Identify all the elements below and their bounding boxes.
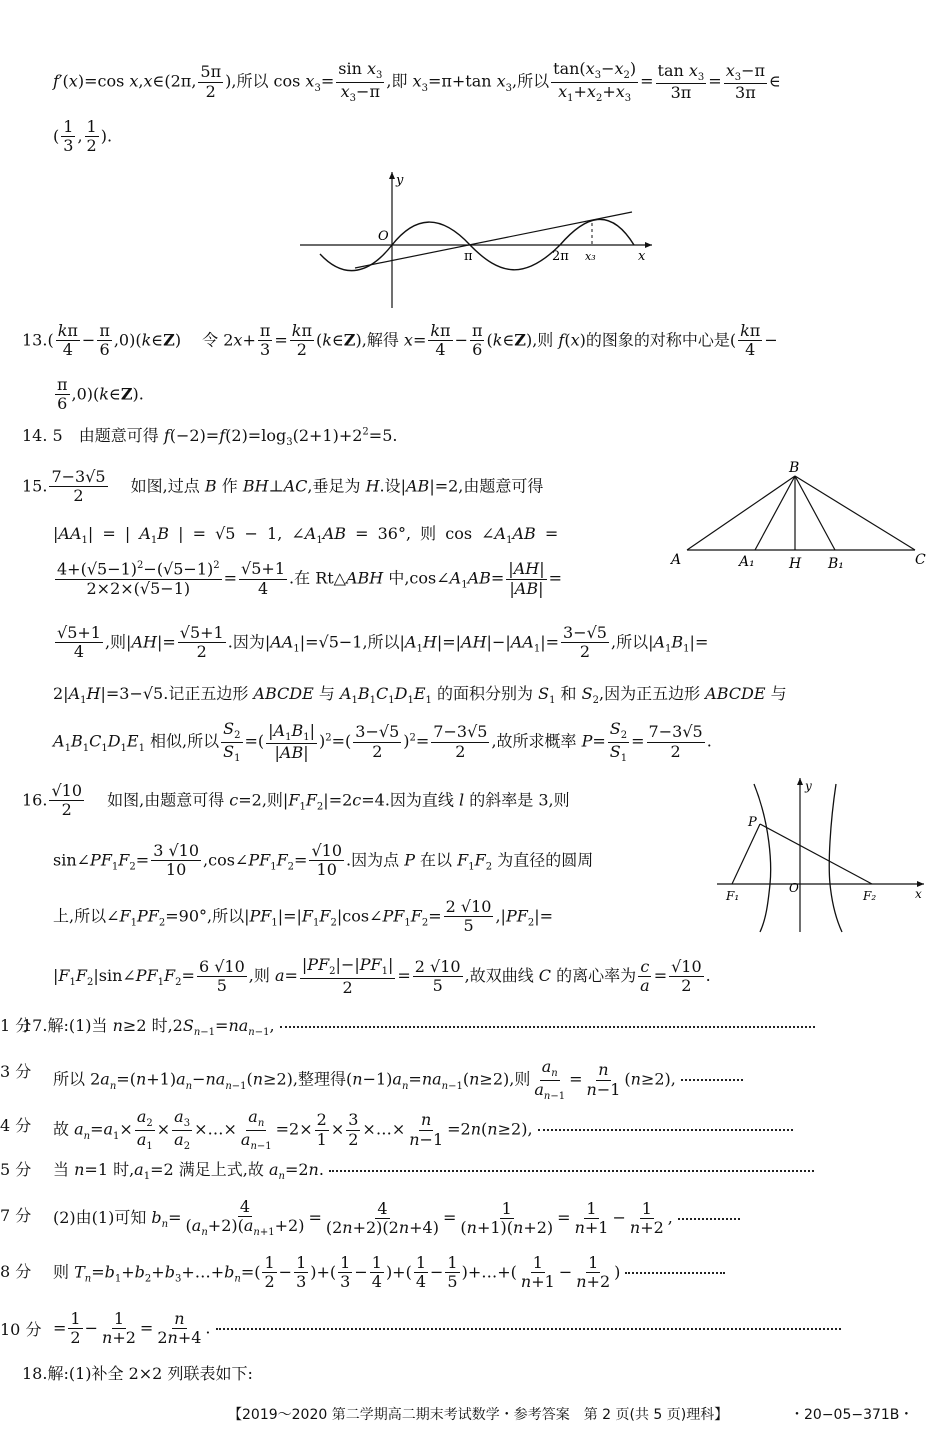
hyp-x-label: x xyxy=(915,887,922,901)
q15-line-6: $A_1B_1C_1D_1E_1$ 相似,所以 $\frac{S_2}{S_1}$ =( $\frac{|A_1B_1|}{|AB|}$ )$^2$=( $\frac{3-√5}{2}$ )$^2$= $\frac{7-3√5}{2}$ ,故所求概率 P= $\frac{S_2}{S_1}$ = $\frac{7-3√5}{2}$ . xyxy=(53,719,712,764)
y-axis-label: y xyxy=(396,173,404,188)
triangle-figure xyxy=(665,458,935,573)
line-1: f′(x)=cos x,x∈(2π, $\frac{5\pi}{2}$ ),所以 $\cos x_3=$ $\frac{\sin x_3}{x_3-\pi}$ ,即 $x_3=\pi+\tan$ $x_3$,所以 $\frac{\tan(x_3-x_2)}{x_1+x_2+x_3}$ = $\frac{\tan x_3}{3\pi}$ = $\frac{x_3-\pi}{3\pi}$ ∈ xyxy=(53,59,781,104)
q15-line-3: $\frac{4+(√5-1)^2-(√5-1)^2}{2\times 2\times(√5-1)}$ = $\frac{√5+1}{4}$ .在 Rt△ABH 中$,\cos\angle A_1AB=$ $\frac{|AH|}{|AB|}$ = xyxy=(57,559,562,598)
q13-line-2: $\frac{\pi}{6}$ ,0)(k∈Z). xyxy=(57,375,144,414)
hyp-origin: O xyxy=(789,881,799,895)
x-axis-label: x xyxy=(638,249,646,264)
score-5: 5 分 xyxy=(0,1160,32,1179)
score-7: 7 分 xyxy=(0,1206,32,1225)
q17-line-1: 17.解:(1)当 n≥2 时$,2S_{n-1}=na_{n-1}$, xyxy=(22,1016,815,1039)
point-a: A xyxy=(671,552,682,568)
q15-line-4: $\frac{√5+1}{4}$ ,则|AH|= $\frac{√5+1}{2}$ .因为$|AA_1|=√5-1$,所以$|A_1H|=|AH|-|AA_1|=$ $\frac{3-√5}{2}$ ,所以$|A_1B_1|=$ xyxy=(57,623,709,662)
q15-line-2: $|AA_1|$ = | $A_1B$ | = √5 − 1, $\angle A_1AB = 36^\circ$, 则 $\cos \angle A_1AB$ = xyxy=(53,524,559,547)
point-f1: F₁ xyxy=(726,889,740,903)
q16-line-3: 上,所以$\angle F_1PF_2=90^\circ$,所以$|PF_1|=|F_1F_2|\cos\angle PF_1F_2=$ $\frac{2 √10}{5}$ $,|PF_2|=$ xyxy=(53,897,553,936)
score-10: 10 分 xyxy=(0,1320,42,1339)
q16-line-2: $\sin\angle PF_1F_2=$ $\frac{3 √10}{10}$ $,\cos\angle PF_1F_2=$ $\frac{√10}{10}$ .因为点 P 在以 $F_1F_2$ 为直径的圆周 xyxy=(53,841,594,880)
q17-line-5: (2)由(1)可知 $b_n=$ $\frac{4}{(a_n+2)(a_{n+1}+2)}$ = $\frac{4}{(2n+2)(2n+4)}$ = $\frac{1}{(n+1)(n+2)}$ = $\frac{1}{n+1}$ − $\frac{1}{n+2}$ , xyxy=(53,1198,740,1239)
score-8: 8 分 xyxy=(0,1262,32,1281)
pi-label: π xyxy=(464,249,473,264)
point-f2: F₂ xyxy=(863,889,877,903)
two-pi-label: 2π xyxy=(552,249,569,264)
point-b: B xyxy=(789,460,800,476)
q17-line-2: 所以 $2a_n=(n+1)a_n-na_{n-1}(n\ge 2)$,整理得$(n-1)a_n=na_{n-1}(n\ge 2)$,则 $\frac{a_n}{a_{n-1}}$ = $\frac{n}{n-1}$ (n≥2), xyxy=(53,1058,743,1102)
x3-label: x₃ xyxy=(585,250,596,263)
footer-code: ・20−05−371B・ xyxy=(790,1407,914,1423)
score-3: 3 分 xyxy=(0,1062,32,1081)
footer-title: 【2019～2020 第二学期高二期末考试数学・参考答案 第 2 页(共 5 页)理科】 xyxy=(228,1407,729,1423)
q17-line-4: 当 n=1 时$,a_1=2$ 满足上式,故 $a_n=2n$. xyxy=(53,1160,814,1183)
q15-line-5: $2|A_1H|=3-√5$.记正五边形 ABCDE 与 $A_1B_1C_1D_1E_1$ 的面积分别为 $S_1$ 和 $S_2$,因为正五边形 ABCDE 与 xyxy=(53,684,787,707)
score-4: 4 分 xyxy=(0,1116,32,1135)
hyp-y-label: y xyxy=(805,779,812,793)
point-a1: A₁ xyxy=(739,554,755,570)
q18: 18.解:(1)补全 2×2 列联表如下: xyxy=(22,1364,253,1383)
q17-line-7: = $\frac{1}{2}$ − $\frac{1}{n+2}$ = $\frac{n}{2n+4}$ . xyxy=(53,1310,841,1348)
q15-line-1: 15. $\frac{7-3√5}{2}$ 如图,过点 B 作 BH⊥AC,垂足为 H.设|AB|=2,由题意可得 xyxy=(22,467,544,506)
q17-line-6: 则 $T_n=b_1+b_2+b_3+\dots+b_n=$( $\frac{1}{2}$ − $\frac{1}{3}$ )+( $\frac{1}{3}$ − $\frac{1}{4}$ )+( $\frac{1}{4}$ − $\frac{1}{5}$ )+…+( $\frac{1}{n+1}$ − $\frac{1}{n+2}$ ) xyxy=(53,1254,725,1292)
line-2: ( $\frac{1}{3}$ , $\frac{1}{2}$ ). xyxy=(53,117,113,156)
point-b1: B₁ xyxy=(828,556,844,572)
q16-line-4: $|F_1F_2|\sin\angle PF_1F_2=$ $\frac{6 √10}{5}$ ,则 a= $\frac{|PF_2|-|PF_1|}{2}$ = $\frac{2 √10}{5}$ ,故双曲线 C 的离心率为 $\frac{c}{a}$ = $\frac{√10}{2}$ . xyxy=(53,955,711,997)
point-c: C xyxy=(915,552,926,568)
point-h: H xyxy=(789,556,802,572)
q16-line-1: 16. $\frac{√10}{2}$ 如图,由题意可得 c=2,则$|F_1F_2|=2c=4$.因为直线 l 的斜率是 3,则 xyxy=(22,781,570,820)
score-1: 1 分 xyxy=(0,1016,32,1035)
point-p: P xyxy=(748,815,757,830)
origin-label: O xyxy=(378,229,389,244)
q17-line-3: 故 $a_n=a_1\times$ $\frac{a_2}{a_1}$ × $\frac{a_3}{a_2}$ ×…× $\frac{a_n}{a_{n-1}}$ =2× $\frac{2}{1}$ × $\frac{3}{2}$ ×…× $\frac{n}{n-1}$ =2n(n≥2), xyxy=(53,1108,793,1152)
sine-graph xyxy=(300,168,660,310)
hyperbola-figure xyxy=(712,774,932,934)
q14: 14. 5 由题意可得 $f(-2)=f(2)=\log_3(2+1)+2^2=5$. xyxy=(22,426,398,449)
q13-line-1: 13.( $\frac{k\pi}{4}$ − $\frac{\pi}{6}$ ,0)(k∈Z) 令 2x+ $\frac{\pi}{3}$ = $\frac{k\pi}{2}$ (k∈Z),解得 x= $\frac{k\pi}{4}$ − $\frac{\pi}{6}$ (k∈Z),则 f(x)的图象的对称中心是( $\frac{k\pi}{4}$ − xyxy=(22,321,778,360)
